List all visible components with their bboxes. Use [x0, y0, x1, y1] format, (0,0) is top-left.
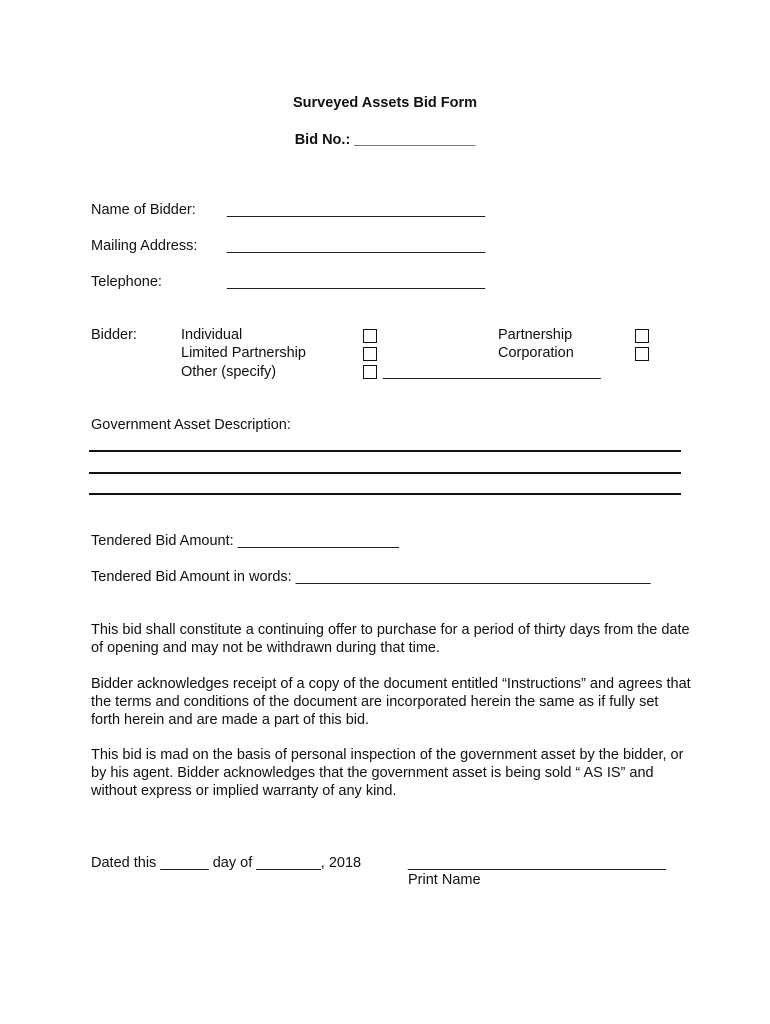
option-other-label: Other (specify) [181, 364, 277, 380]
print-name-label: Print Name [408, 872, 481, 888]
telephone-label: Telephone: [91, 274, 162, 290]
name-of-bidder-label: Name of Bidder: [91, 202, 196, 218]
instructions-paragraph: Bidder acknowledges receipt of a copy of the document entitled “Instructions” and agrees that the terms and conditions of the document are incorporated herein the same as if fully set forth herein and are made a part of this bid. [91, 676, 691, 728]
partnership-checkbox[interactable] [635, 329, 649, 343]
option-partnership-label: Partnership [498, 327, 573, 343]
option-individual-label: Individual [181, 327, 243, 343]
limited-partnership-checkbox[interactable] [363, 347, 377, 361]
option-limited-partnership-label: Limited Partnership [181, 345, 306, 361]
asset-description-line-3[interactable] [89, 493, 681, 495]
dated-line[interactable]: Dated this ______ day of ________, 2018 [91, 855, 362, 871]
name-of-bidder-field[interactable]: ________________________________ [227, 202, 486, 218]
mailing-address-field[interactable]: ________________________________ [227, 238, 486, 254]
signature-line[interactable]: ________________________________ [408, 855, 667, 871]
asset-description-label: Government Asset Description: [91, 417, 291, 433]
mailing-address-label: Mailing Address: [91, 238, 198, 254]
form-title: Surveyed Assets Bid Form [293, 95, 477, 111]
asset-description-line-2[interactable] [89, 472, 681, 474]
bid-number: Bid No.: _______________ [294, 132, 476, 148]
telephone-field[interactable]: ________________________________ [227, 274, 486, 290]
other-specify-field[interactable]: ___________________________ [383, 364, 601, 380]
individual-checkbox[interactable] [363, 329, 377, 343]
option-corporation-label: Corporation [498, 345, 574, 361]
bidder-type-label: Bidder: [91, 327, 137, 343]
corporation-checkbox[interactable] [635, 347, 649, 361]
tendered-bid-amount-words[interactable]: Tendered Bid Amount in words: ____________________________________________ [91, 569, 651, 585]
tendered-bid-amount[interactable]: Tendered Bid Amount: ____________________ [91, 533, 399, 549]
asset-description-line-1[interactable] [89, 450, 681, 452]
other-checkbox[interactable] [363, 365, 377, 379]
inspection-paragraph: This bid is mad on the basis of personal inspection of the government asset by the bidder, or by his agent. Bidder acknowledges that the government asset is being sold “ AS IS” and without express or implied warranty of any kind. [91, 747, 684, 799]
offer-paragraph: This bid shall constitute a continuing offer to purchase for a period of thirty days from the date of opening and may not be withdrawn during that time. [91, 622, 690, 656]
